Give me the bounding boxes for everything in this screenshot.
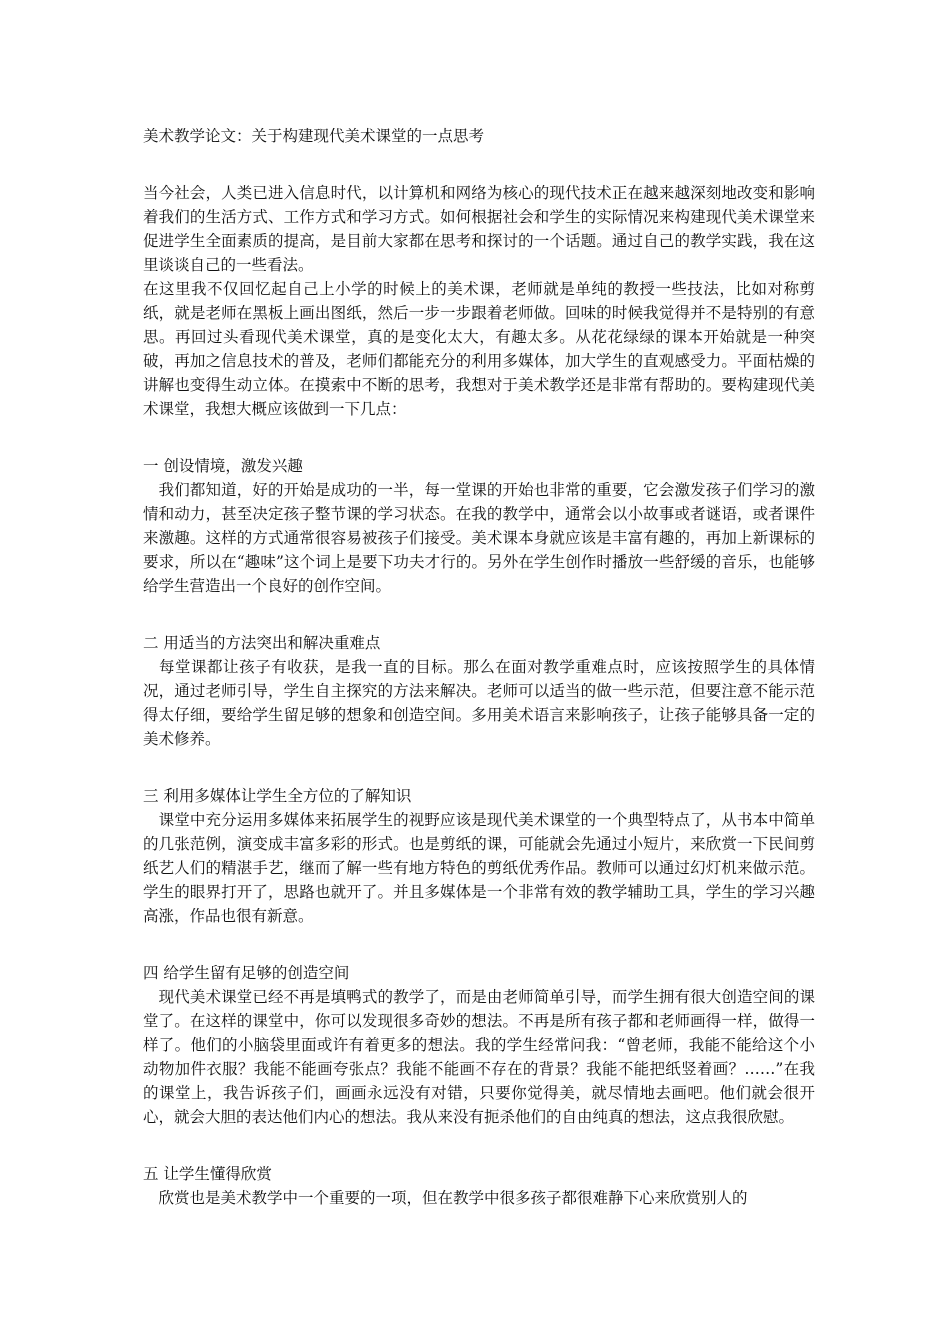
section-body-3: 课堂中充分运用多媒体来拓展学生的视野应该是现代美术课堂的一个典型特点了，从书本中简单的几张范例，演变成丰富多彩的形式。也是剪纸的课，可能就会先通过小短片，来欣赏一下民间剪纸艺人们的精湛手艺，继而了解一些有地方特色的剪纸优秀作品。教师可以通过幻灯机来做示范。学生的眼界打开了，思路也就开了。并且多媒体是一个非常有效的教学辅助工具，学生的学习兴趣高涨，作品也很有新意。 xyxy=(143,811,815,925)
intro-paragraph-2: 在这里我不仅回忆起自己上小学的时候上的美术课，老师就是单纯的教授一些技法，比如对称剪纸，就是老师在黑板上画出图纸，然后一步一步跟着老师做。回味的时候我觉得并不是特别的有意思。再回过头看现代美术课堂，真的是变化太大，有趣太多。从花花绿绿的课本开始就是一种突破，再加之信息技术的普及，老师们都能充分的利用多媒体，加大学生的直观感受力。平面枯燥的讲解也变得生动立体。在摸索中不断的思考，我想对于美术教学还是非常有帮助的。要构建现代美术课堂，我想大概应该做到一下几点： xyxy=(143,280,815,418)
section-body-5: 欣赏也是美术教学中一个重要的一项，但在教学中很多孩子都很难静下心来欣赏别人的 xyxy=(143,1189,748,1207)
spacer xyxy=(143,598,815,631)
document-page xyxy=(143,124,815,1210)
section-heading-5: 五 让学生懂得欣赏 xyxy=(143,1165,272,1183)
intro-paragraph-1: 当今社会，人类已进入信息时代，以计算机和网络为核心的现代技术正在越来越深刻地改变和影响着我们的生活方式、工作方式和学习方式。如何根据社会和学生的实际情况来构建现代美术课堂来促进学生全面素质的提高，是目前大家都在思考和探讨的一个话题。通过自己的教学实践，我在这里谈谈自己的一些看法。 xyxy=(143,184,815,274)
spacer xyxy=(143,421,815,454)
spacer xyxy=(143,1129,815,1162)
section-heading-2: 二 用适当的方法突出和解决重难点 xyxy=(143,634,381,652)
section-body-2: 每堂课都让孩子有收获，是我一直的目标。那么在面对教学重难点时，应该按照学生的具体情况，通过老师引导，学生自主探究的方法来解决。老师可以适当的做一些示范，但要注意不能示范得太仔细，要给学生留足够的想象和创造空间。多用美术语言来影响孩子，让孩子能够具备一定的美术修养。 xyxy=(143,658,815,748)
section-body-1: 我们都知道，好的开始是成功的一半，每一堂课的开始也非常的重要，它会激发孩子们学习的激情和动力，甚至决定孩子整节课的学习状态。在我的教学中，通常会以小故事或者谜语，或者课件来激趣。这样的方式通常很容易被孩子们接受。美术课本身就应该是丰富有趣的，再加上新课标的要求，所以在“趣味”这个词上是要下功夫才行的。另外在学生创作时播放一些舒缓的音乐，也能够给学生营造出一个良好的创作空间。 xyxy=(143,481,815,595)
section-heading-3: 三 利用多媒体让学生全方位的了解知识 xyxy=(143,787,412,805)
spacer xyxy=(143,751,815,784)
document-title: 美术教学论文：关于构建现代美术课堂的一点思考 xyxy=(143,127,485,145)
section-heading-4: 四 给学生留有足够的创造空间 xyxy=(143,964,350,982)
spacer xyxy=(143,928,815,961)
section-heading-1: 一 创设情境，激发兴趣 xyxy=(143,457,303,475)
section-body-4: 现代美术课堂已经不再是填鸭式的教学了，而是由老师简单引导，而学生拥有很大创造空间的课堂了。在这样的课堂中，你可以发现很多奇妙的想法。不再是所有孩子都和老师画得一样，做得一样了。他们的小脑袋里面或许有着更多的想法。我的学生经常问我：“曾老师，我能不能给这个小动物加件衣服？我能不能画夸张点？我能不能画不存在的背景？我能不能把纸竖着画？……”在我的课堂上，我告诉孩子们，画画永远没有对错，只要你觉得美，就尽情地去画吧。他们就会很开心，就会大胆的表达他们内心的想法。我从来没有扼杀他们的自由纯真的想法，这点我很欣慰。 xyxy=(143,988,815,1126)
